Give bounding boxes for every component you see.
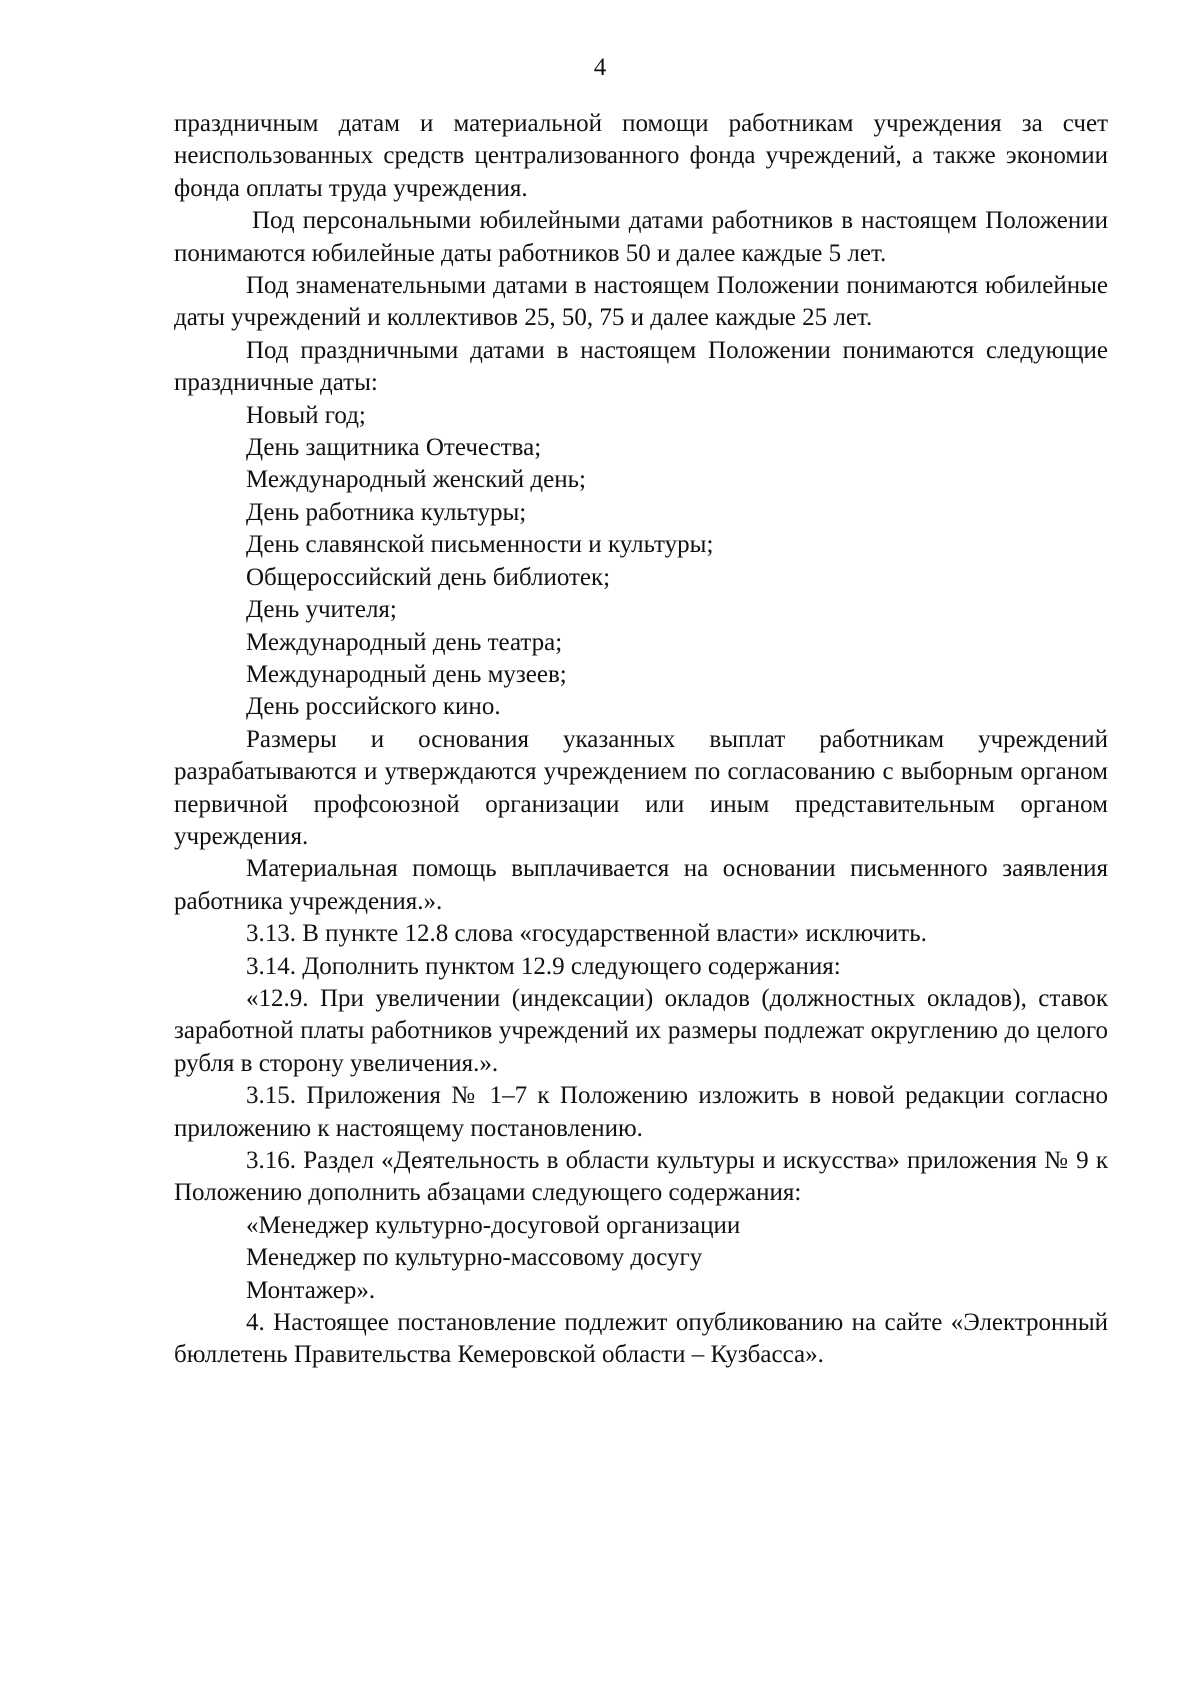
list-item: Менеджер по культурно-массовому досугу	[246, 1244, 703, 1272]
paragraph-item-3-13: 3.13. В пункте 12.8 слова «государственной власти» исключить.	[246, 920, 927, 948]
list-item: День славянской письменности и культуры;	[246, 531, 714, 559]
list-item: Международный женский день;	[246, 466, 586, 494]
list-item: День российского кино.	[246, 693, 501, 721]
page-number: 4	[593, 54, 607, 81]
paragraph-material-aid: Материальная помощь выплачивается на основании письменного заявления работника учреждения.».	[174, 855, 1108, 915]
paragraph-item-12-9: «12.9. При увеличении (индексации) окладов (должностных окладов), ставок заработной платы работников учреждений их размеры подлежат округлению до целого рубля в сторону увеличения.».	[174, 984, 1108, 1077]
paragraph-item-3-14: 3.14. Дополнить пунктом 12.9 следующего содержания:	[246, 952, 841, 980]
paragraph-continuation: праздничным датам и материальной помощи работникам учреждения за счет неиспользованных средств централизованного фонда учреждений, а также экономии фонда оплаты труда учреждения.	[174, 110, 1108, 202]
list-item: День защитника Отечества;	[246, 434, 542, 462]
positions-list	[174, 1210, 1108, 1307]
list-item: Новый год;	[246, 401, 366, 429]
paragraph-item-3-15: 3.15. Приложения № 1–7 к Положению изложить в новой редакции согласно приложению к настоящему постановлению.	[174, 1082, 1108, 1142]
holiday-list	[174, 400, 1108, 724]
list-item: Монтажер».	[246, 1276, 376, 1304]
paragraph-item-4-publication: 4. Настоящее постановление подлежит опубликованию на сайте «Электронный бюллетень Правительства Кемеровской области – Кузбасса».	[174, 1309, 1108, 1369]
paragraph-memorable-dates: Под знаменательными датами в настоящем Положении понимаются юбилейные даты учреждений и коллективов 25, 50, 75 и далее каждые 25 лет.	[174, 272, 1108, 332]
paragraph-item-3-16: 3.16. Раздел «Деятельность в области культуры и искусства» приложения № 9 к Положению дополнить абзацами следующего содержания:	[174, 1147, 1108, 1207]
document-body	[174, 108, 1108, 1372]
list-item: Международный день музеев;	[246, 660, 567, 688]
list-item: «Менеджер культурно-досуговой организации	[246, 1211, 741, 1239]
list-item: Международный день театра;	[246, 628, 563, 656]
list-item: Общероссийский день библиотек;	[246, 563, 611, 591]
paragraph-holiday-dates: Под праздничными датами в настоящем Положении понимаются следующие праздничные даты:	[174, 336, 1108, 397]
list-item: День учителя;	[246, 596, 397, 624]
list-item: День работника культуры;	[246, 498, 527, 526]
paragraph-jubilee-dates: Под персональными юбилейными датами работников в настоящем Положении понимаются юбилейные даты работников 50 и далее каждые 5 лет.	[174, 207, 1108, 267]
paragraph-payment-rules: Размеры и основания указанных выплат работникам учреждений разрабатываются и утверждаются учреждением по согласованию с выборным органом первичной профсоюзной организации или иным представительным органом учреждения.	[174, 725, 1108, 850]
